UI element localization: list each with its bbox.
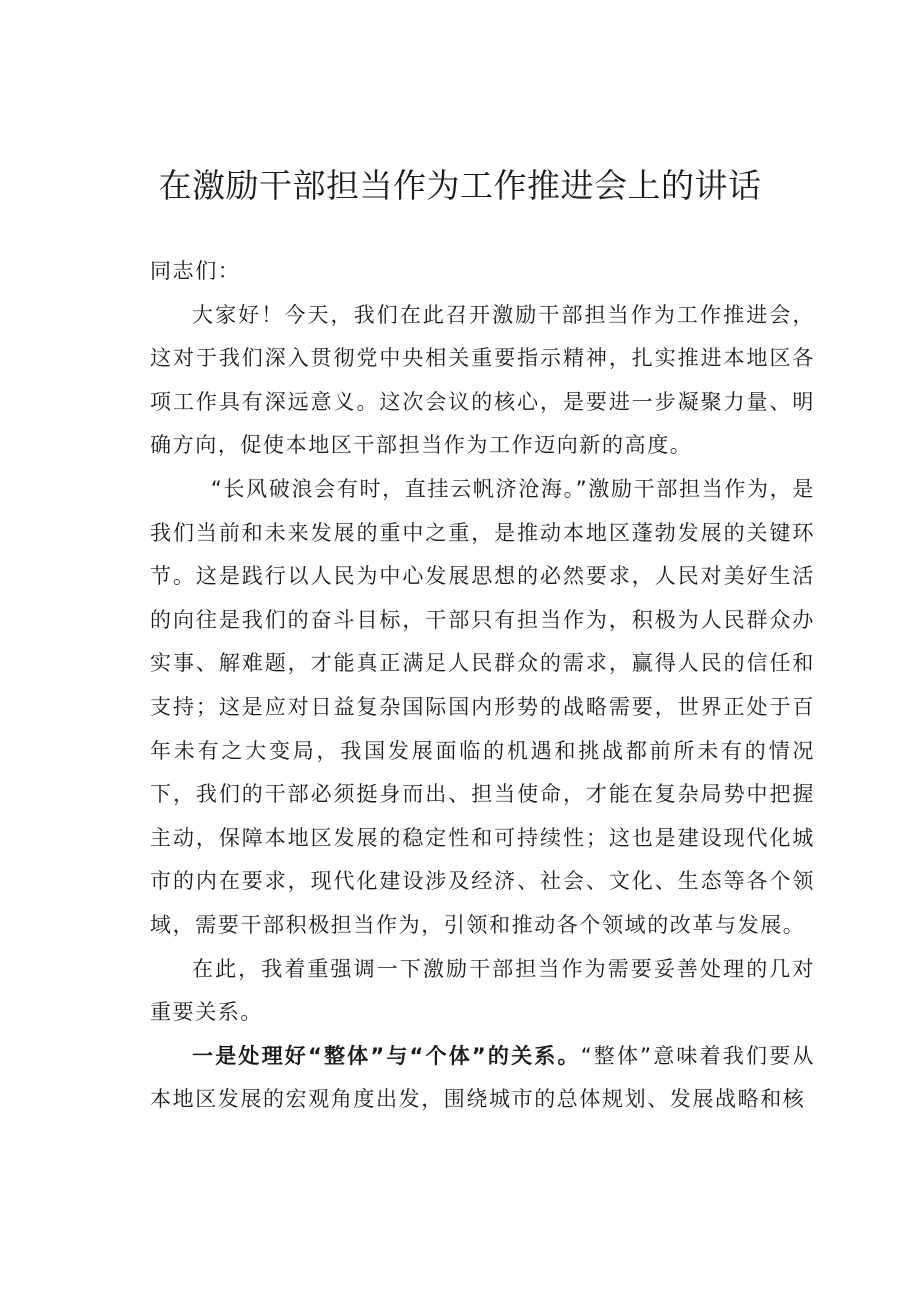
- document-body: [150, 250, 815, 1122]
- section-one-text: “整体”意味着我们要从本地区发展的宏观角度出发，围绕城市的总体规划、发展战略和核: [150, 1043, 815, 1112]
- section-one-heading: 一是处理好“整体”与“个体”的关系。: [192, 1043, 581, 1068]
- paragraph-significance: “长风破浪会有时，直挂云帆济沧海。”激励干部担当作为，是我们当前和未来发展的重中之重，是推动本地区蓬勃发展的关键环节。这是践行以人民为中心发展思想的必然要求，人民对美好生活的向往是我们的奋斗目标，干部只有担当作为，积极为人民群众办实事、解难题，才能真正满足人民群众的需求，赢得人民的信任和支持；这是应对日益复杂国际国内形势的战略需要，世界正处于百年未有之大变局，我国发展面临的机遇和挑战都前所未有的情况下，我们的干部必须挺身而出、担当使命，才能在复杂局势中把握主动，保障本地区发展的稳定性和可持续性；这也是建设现代化城市的内在要求，现代化建设涉及经济、社会、文化、生态等各个领域，需要干部积极担当作为，引领和推动各个领域的改革与发展。: [150, 476, 815, 937]
- paragraph-section-one: [150, 1035, 815, 1122]
- paragraph-opening: 大家好！今天，我们在此召开激励干部担当作为工作推进会，这对于我们深入贯彻党中央相关重要指示精神，扎实推进本地区各项工作具有深远意义。这次会议的核心，是要进一步凝聚力量、明确方向，促使本地区干部担当作为工作迈向新的高度。: [150, 302, 815, 458]
- salutation: 同志们：: [150, 259, 241, 283]
- paragraph-transition: 在此，我着重强调一下激励干部担当作为需要妥善处理的几对重要关系。: [150, 956, 815, 1025]
- document-title: 在激励干部担当作为工作推进会上的讲话: [158, 166, 762, 205]
